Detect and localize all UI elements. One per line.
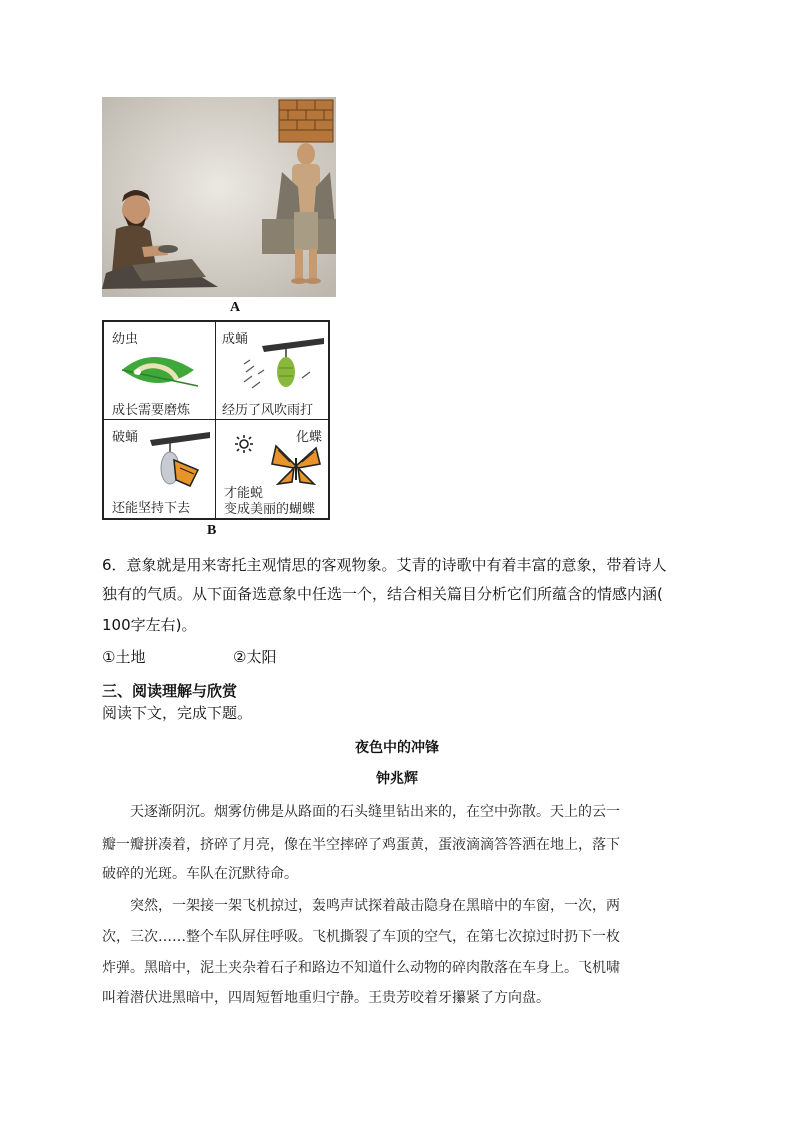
cell-title-pupa: 成蛹 [222,332,249,347]
cell-caption-pupa: 经历了风吹雨打 [222,403,314,418]
cell-title-emerging: 破蛹 [112,430,139,445]
figure-a-drawing [102,97,336,297]
story-line-6: 炸弹。黑暗中，泥土夹杂着石子和路边不知道什么动物的碎肉散落在车身上。飞机啸 [102,960,620,976]
story-author: 钟兆辉 [376,771,418,787]
cell-title-larva: 幼虫 [112,332,139,347]
cell-title-butterfly: 化蝶 [296,430,323,445]
question-6-line-1: 6．意象就是用来寄托主观情思的客观物象。艾青的诗歌中有着丰富的意象，带着诗人 [102,556,667,574]
section-3-instruction: 阅读下文，完成下题。 [102,704,253,722]
question-6-line-3: 100字左右)。 [102,616,197,634]
section-3-heading: 三、阅读理解与欣赏 [102,682,238,700]
grid-cell-butterfly [216,420,328,518]
grid-cell-emerging [104,420,216,518]
figure-a-illustration [102,97,336,297]
butterfly-icon [270,444,322,488]
story-line-4: 突然，一架接一架飞机掠过，轰鸣声试探着敲击隐身在黑暗中的车窗，一次，两 [130,898,620,914]
figure-b-label: B [207,523,217,538]
chrysalis-rain-icon [240,336,328,398]
question-6-line-2: 独有的气质。从下面备选意象中任选一个，结合相关篇目分析它们所蕴含的情感内涵( [102,585,663,603]
story-line-7: 叫着潜伏进黑暗中，四周短暂地重归宁静。王贵芳咬着牙攥紧了方向盘。 [102,990,550,1006]
story-line-5: 次，三次……整个车队屏住呼吸。飞机撕裂了车顶的空气，在第七次掠过时扔下一枚 [102,929,620,945]
sun-icon [234,434,254,454]
story-line-1: 天逐渐阴沉。烟雾仿佛是从路面的石头缝里钻出来的，在空中弥散。天上的云一 [130,804,620,820]
cell-caption-butterfly-2: 变成美丽的蝴蝶 [224,502,316,517]
figure-b-grid [102,320,330,520]
option-1: ①土地 [102,648,146,666]
cell-caption-larva: 成长需要磨炼 [112,403,191,418]
cell-caption-butterfly-1: 才能蜕 [224,486,264,501]
grid-cell-larva [104,322,216,420]
leaf-caterpillar-icon [118,348,202,394]
bricks-stack [279,100,333,142]
grid-cell-pupa [216,322,328,420]
story-title: 夜色中的冲锋 [355,740,439,756]
emerging-butterfly-icon [144,430,216,492]
story-line-3: 破碎的光斑。车队在沉默待命。 [102,866,298,882]
story-line-2: 瓣一瓣拼凑着，挤碎了月亮，像在半空摔碎了鸡蛋黄，蛋液滴滴答答洒在地上，落下 [102,837,620,853]
figure-a-label: A [230,300,241,315]
cell-caption-emerging: 还能坚持下去 [112,501,191,516]
option-2: ②太阳 [233,648,277,666]
